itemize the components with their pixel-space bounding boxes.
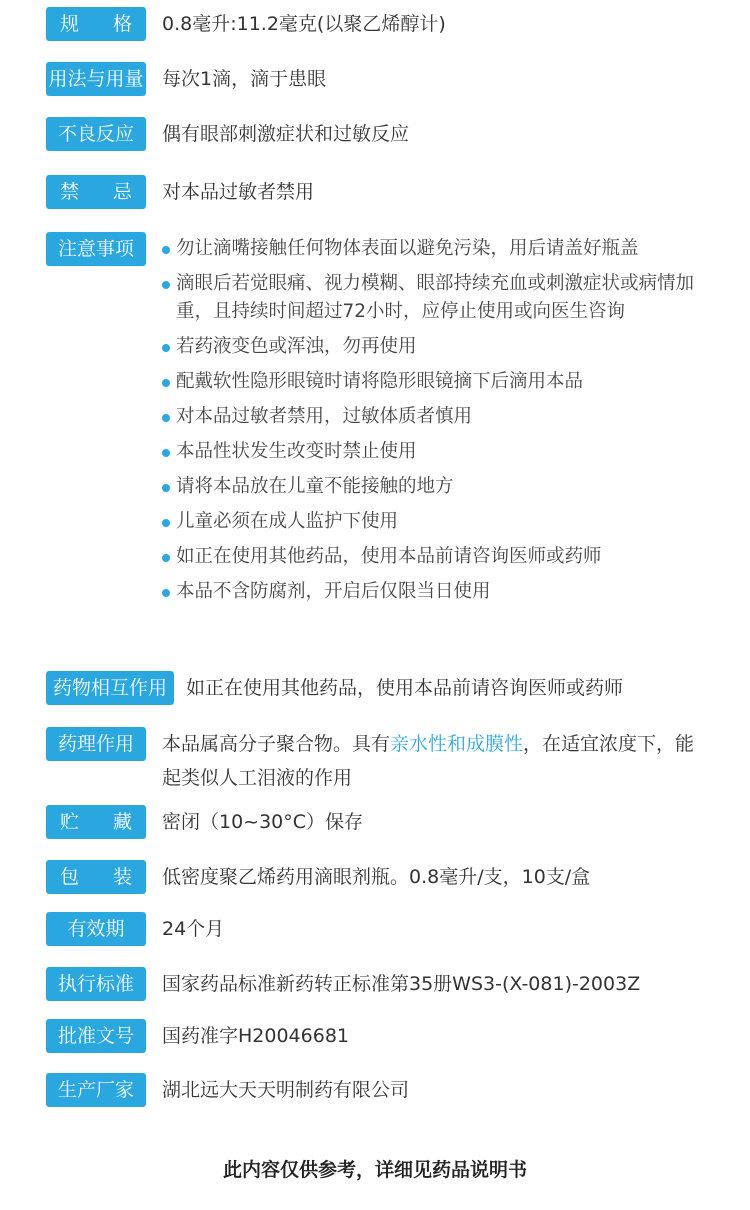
bullet-dot-icon <box>162 344 170 352</box>
package-label: 包装 <box>46 860 146 894</box>
list-item: 本品不含防腐剂，开启后仅限当日使用 <box>162 578 707 606</box>
storage-label: 贮藏 <box>46 805 146 839</box>
validity-label: 有效期 <box>46 912 146 946</box>
precautions-label: 注意事项 <box>46 232 146 266</box>
contra-label: 禁忌 <box>46 175 146 209</box>
list-item: 请将本品放在儿童不能接触的地方 <box>162 473 707 501</box>
standard-label: 执行标准 <box>46 967 146 1001</box>
validity-value: 24个月 <box>162 918 225 940</box>
pharmacology-value: 本品属高分子聚合物。具有亲水性和成膜性，在适宜浓度下，能起类似人工泪液的作用 <box>162 733 695 789</box>
list-item: 滴眼后若觉眼痛、视力模糊、眼部持续充血或刺激症状或病情加重，且持续时间超过72小时，应停止使用或向医生咨询 <box>162 270 707 326</box>
list-item: 儿童必须在成人监护下使用 <box>162 508 707 536</box>
standard-value: 国家药品标准新药转正标准第35册WS3-(X-081)-2003Z <box>162 973 641 995</box>
storage-value: 密闭（10~30°C）保存 <box>162 811 364 833</box>
interaction-value: 如正在使用其他药品，使用本品前请咨询医师或药师 <box>186 677 624 699</box>
bullet-dot-icon <box>162 414 170 422</box>
bullet-dot-icon <box>162 554 170 562</box>
usage-label: 用法与用量 <box>46 62 146 96</box>
list-item: 本品性状发生改变时禁止使用 <box>162 438 707 466</box>
pharmacology-label: 药理作用 <box>46 727 146 761</box>
adverse-label: 不良反应 <box>46 117 146 151</box>
spec-label: 规格 <box>46 7 146 41</box>
interaction-label: 药物相互作用 <box>46 671 174 705</box>
bullet-dot-icon <box>162 246 170 254</box>
usage-value: 每次1滴，滴于患眼 <box>162 68 327 90</box>
adverse-value: 偶有眼部刺激症状和过敏反应 <box>162 123 410 145</box>
bullet-dot-icon <box>162 281 170 289</box>
footer-note: 此内容仅供参考，详细见药品说明书 <box>222 1159 527 1181</box>
bullet-dot-icon <box>162 519 170 527</box>
bullet-dot-icon <box>162 379 170 387</box>
manufacturer-label: 生产厂家 <box>46 1073 146 1107</box>
contra-value: 对本品过敏者禁用 <box>162 181 315 203</box>
list-item: 对本品过敏者禁用，过敏体质者慎用 <box>162 403 707 431</box>
bullet-dot-icon <box>162 449 170 457</box>
approval-value: 国药准字H20046681 <box>162 1025 349 1047</box>
list-item: 配戴软性隐形眼镜时请将隐形眼镜摘下后滴用本品 <box>162 368 707 396</box>
manufacturer-value: 湖北远大天天明制药有限公司 <box>162 1079 410 1101</box>
pharmacology-highlight: 亲水性和成膜性 <box>390 733 524 755</box>
approval-label: 批准文号 <box>46 1019 146 1053</box>
package-value: 低密度聚乙烯药用滴眼剂瓶。0.8毫升/支，10支/盒 <box>162 866 591 888</box>
precautions-list <box>162 235 707 613</box>
list-item: 勿让滴嘴接触任何物体表面以避免污染，用后请盖好瓶盖 <box>162 235 707 263</box>
bullet-dot-icon <box>162 589 170 597</box>
list-item: 若药液变色或浑浊，勿再使用 <box>162 333 707 361</box>
spec-value: 0.8毫升:11.2毫克(以聚乙烯醇计) <box>162 13 446 35</box>
bullet-dot-icon <box>162 484 170 492</box>
list-item: 如正在使用其他药品，使用本品前请咨询医师或药师 <box>162 543 707 571</box>
